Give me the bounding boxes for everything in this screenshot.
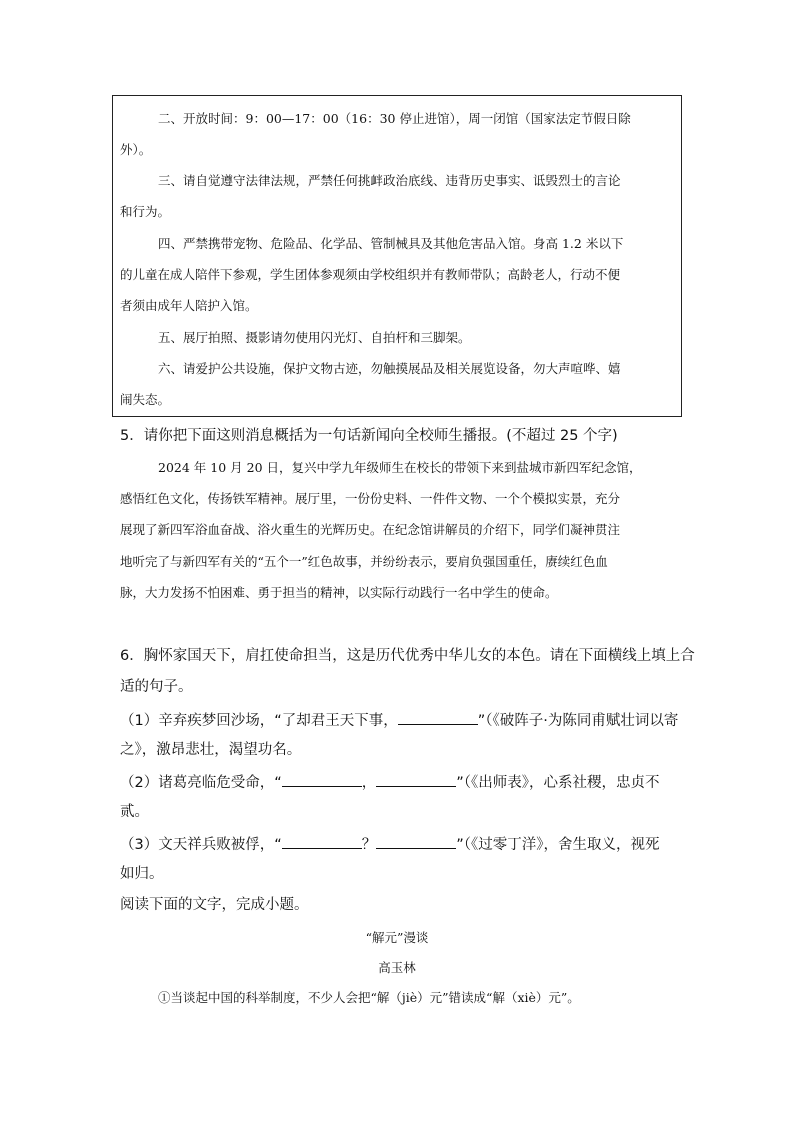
news-line: 展现了新四军浴血奋战、浴火重生的光辉历史。在纪念馆讲解员的介绍下，同学们凝神贯注 (120, 522, 621, 537)
notice-line: 的儿童在成人陪伴下参观，学生团体参观须由学校组织并有教师带队；高龄老人，行动不便 (120, 267, 621, 282)
article-paragraph: ①当谈起中国的科举制度，不少人会把“解（jiè）元”错读成“解（xiè）元”。 (158, 990, 580, 1005)
answer-blank[interactable] (398, 710, 478, 725)
notice-line: 外）。 (120, 142, 152, 157)
q6-item-2-suffix: ”（《出师表》，心系社稷，忠贞不 (456, 775, 660, 791)
answer-blank[interactable] (282, 834, 362, 849)
notice-line: 和行为。 (120, 204, 171, 219)
q6-item-3-cont: 如归。 (120, 866, 164, 882)
notice-line: 四、严禁携带宠物、危险品、化学品、管制械具及其他危害品入馆。身高 1.2 米以下 (158, 236, 624, 251)
reading-instruction: 阅读下面的文字，完成小题。 (120, 897, 309, 913)
article-author: 高玉林 (378, 960, 416, 975)
q6-item-3 (120, 834, 660, 854)
q6-item-1-suffix: ”（《破阵子·为陈同甫赋壮词以寄 (477, 713, 679, 729)
q6-item-3-prefix: （3）文天祥兵败被俘，“ (120, 837, 282, 853)
q6-item-3-suffix: ”（《过零丁洋》，舍生取义，视死 (456, 837, 660, 853)
question-5-title: 5．请你把下面这则消息概括为一句话新闻向全校师生播报。(不超过 25 个字) (120, 428, 618, 444)
notice-line: 者须由成年人陪护入馆。 (120, 298, 258, 313)
q6-item-1-prefix: （1）辛弃疾梦回沙场，“了却君王天下事， (120, 713, 398, 729)
question-6-title: 6．胸怀家国天下，肩扛使命担当，这是历代优秀中华儿女的本色。请在下面横线上填上合 (120, 648, 695, 664)
answer-blank[interactable] (376, 772, 456, 787)
question-6-title-cont: 适的句子。 (120, 679, 193, 695)
news-line: 脉，大力发扬不怕困难、勇于担当的精神，以实际行动践行一名中学生的使命。 (120, 585, 558, 600)
notice-line: 三、请自觉遵守法律法规，严禁任何挑衅政治底线、违背历史事实、诋毁烈士的言论 (158, 173, 621, 188)
notice-line: 二、开放时间：9：00—17：00（16：30 停止进馆），周一闭馆（国家法定节假日除 (158, 111, 631, 126)
notice-line: 五、展厅拍照、摄影请勿使用闪光灯、自拍杆和三脚架。 (158, 330, 471, 345)
q6-item-2-cont: 贰。 (120, 804, 149, 820)
q6-item-2-sep: ， (361, 775, 377, 791)
news-line: 感悟红色文化，传扬铁军精神。展厅里，一份份史料、一件件文物、一个个模拟实景，充分 (120, 491, 621, 506)
q6-item-3-sep: ？ (361, 837, 377, 853)
q6-item-2-prefix: （2）诸葛亮临危受命，“ (120, 775, 282, 791)
article-title: “解元”漫谈 (365, 930, 429, 945)
notice-line: 闹失态。 (120, 392, 171, 407)
news-line: 2024 年 10 月 20 日，复兴中学九年级师生在校长的带领下来到盐城市新四军纪念馆， (158, 460, 642, 475)
q6-item-2 (120, 772, 660, 792)
q6-item-1-cont: 之》，激昂悲壮，渴望功名。 (120, 742, 302, 758)
news-line: 地听完了与新四军有关的“五个一”红色故事，并纷纷表示，要肩负强国重任，赓续红色血 (120, 554, 608, 569)
answer-blank[interactable] (376, 834, 456, 849)
answer-blank[interactable] (282, 772, 362, 787)
q6-item-1 (120, 710, 678, 730)
notice-line: 六、请爱护公共设施，保护文物古迹，勿触摸展品及相关展览设备，勿大声喧哗、嬉 (158, 361, 621, 376)
